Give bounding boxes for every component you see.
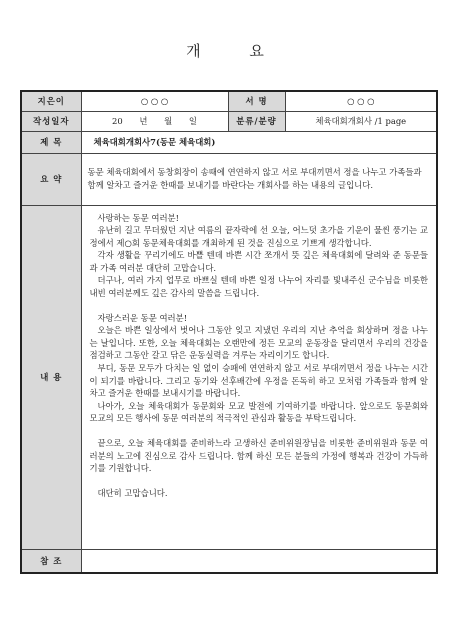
category-value: 체육대회개회사 /1 page: [285, 111, 437, 131]
content-paragraph: 각자 생활을 꾸리기에도 바쁠 텐데 바쁜 시간 쪼개서 뜻 깊은 체육대회에 달려와 준 동문들과 가족 여러분 대단히 고맙습니다.: [89, 250, 428, 273]
title-label: 제 목: [21, 131, 81, 153]
content-paragraph: 끝으로, 오늘 체육대회를 준비하느라 고생하신 준비위원장님을 비롯한 준비위원과 동문 여러분의 노고에 진심으로 감사 드립니다. 함께 하신 모든 분들의 가정에 행복과 건강이 가득하기를 기원합니다.: [89, 438, 428, 474]
date-label: 작성일자: [21, 111, 81, 131]
content-paragraph: 대단히 고맙습니다.: [97, 487, 168, 498]
category-label: 분류/분량: [228, 111, 285, 131]
reference-row: [21, 549, 437, 573]
content-paragraph: 나아가, 오늘 체육대회가 동문회와 모교 발전에 기여하기를 바랍니다. 앞으로도 동문회와 모교의 모든 행사에 동문 여러분의 적극적인 관심과 활동을 부탁드립니다.: [89, 400, 428, 424]
document-form-table: [20, 90, 438, 574]
reference-label: 참 조: [21, 549, 81, 573]
author-label: 지은이: [21, 91, 81, 111]
content-body: [81, 205, 437, 549]
content-row: [21, 205, 437, 549]
signature-value: ○ ○ ○: [285, 91, 437, 111]
document-title: 체육대회개회사7(동문 체육대회): [81, 131, 437, 153]
content-label: 내 용: [21, 205, 81, 549]
content-paragraph: 오늘은 바쁜 일상에서 벗어나 그동안 잊고 지냈던 우리의 지난 추억을 회상하며 정을 나누는 날입니다. 또한, 오늘 체육대회는 오랜만에 정든 모교의 운동장을 달리면서 우리의 건강을 점검하고 그동안 갈고 닦은 운동실력을 겨루는 자리이기도 합니다.: [89, 325, 428, 361]
author-value: ○ ○ ○: [81, 91, 228, 111]
summary-row: [21, 153, 437, 205]
paragraph-spacer: [90, 300, 429, 312]
paragraph-spacer: [90, 475, 429, 487]
content-paragraph: 더구나, 여러 가지 업무로 바쁘실 텐데 바쁜 일정 나누어 자리를 빛내주신 군수님을 비롯한 내빈 여러분께도 깊은 감사의 말씀을 드립니다.: [89, 275, 428, 299]
content-paragraph: 부디, 동문 모두가 다치는 일 없이 승패에 연연하지 않고 서로 부대끼면서 정을 나누는 시간이 되기를 바랍니다. 그리고 동기와 선후배간에 우정을 돈독히 하고 모처럼 가족들과 함께 알차고 즐거운 한때를 보내시기를 바랍니다.: [89, 363, 428, 399]
signature-label: 서 명: [228, 91, 285, 111]
date-value: 20 년 월 일: [81, 111, 228, 131]
content-paragraph: 사랑하는 동문 여러분!: [97, 212, 180, 223]
reference-value: [81, 549, 437, 573]
date-row: [21, 111, 437, 131]
paragraph-spacer: [90, 425, 429, 437]
author-row: [21, 91, 437, 111]
summary-text: 동문 체육대회에서 동창회장이 송때에 연연하지 않고 서로 부대끼면서 정을 나누고 가족들과 함께 알차고 즐거운 한때를 보내기를 바란다는 개회사를 하는 내용의 글입니다.: [81, 153, 437, 205]
content-paragraph: 유난히 길고 무더웠던 지난 여름의 끝자락에 선 오늘, 어느덧 초가을 기운이 물씬 풍기는 교정에서 제○회 동문체육대회를 개최하게 된 것을 진심으로 기쁘게 생각합니다.: [89, 225, 428, 248]
summary-label: 요 약: [21, 153, 81, 205]
title-row: [21, 131, 437, 153]
content-paragraph: 자랑스러운 동문 여러분!: [97, 312, 188, 323]
page-title: 개 요: [186, 42, 286, 60]
